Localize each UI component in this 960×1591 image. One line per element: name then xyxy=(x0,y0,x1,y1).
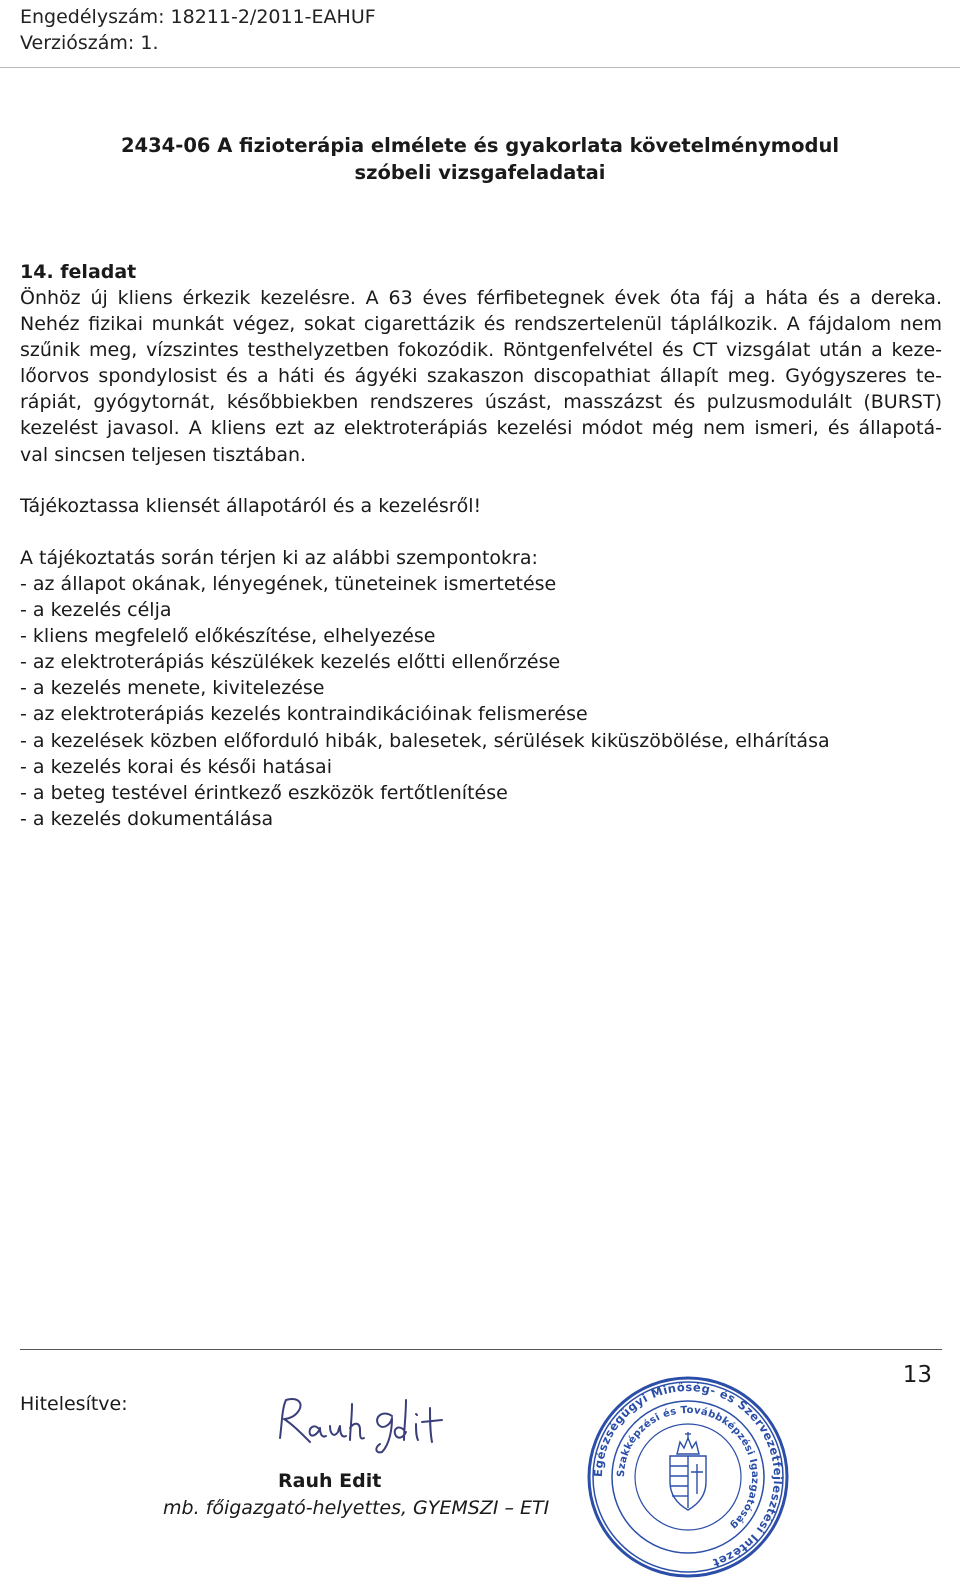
page-title xyxy=(40,132,920,186)
version-number: Verziószám: 1. xyxy=(20,32,159,54)
scenario-line: Nehéz fizikai munkát végez, sokat cigarettázik és rendszertelenül táplálkozik. A fájdalom nem xyxy=(20,313,942,336)
list-item: - a beteg testével érintkező eszközök fertőtlenítése xyxy=(20,781,508,804)
title-line-2: szóbeli vizsgafeladatai xyxy=(354,161,606,184)
points-intro: A tájékoztatás során térjen ki az alábbi szempontokra: xyxy=(20,547,538,569)
signer-name: Rauh Edit xyxy=(278,1470,382,1492)
scenario-line: rápiát, gyógytornát, későbbiekben rendszeres úszást, masszázst és pulzusmodulált (BURST) xyxy=(20,391,942,414)
license-number: Engedélyszám: 18211-2/2011-EAHUF xyxy=(20,6,376,28)
list-item: - az elektroterápiás készülékek kezelés előtti ellenőrzése xyxy=(20,651,561,674)
title-line-1: 2434-06 A fizioterápia elmélete és gyakorlata követelménymodul xyxy=(120,134,840,157)
scenario-line: kezelést javasol. A kliens ezt az elektroterápiás kezelési módot még nem ismeri, és állapotá- xyxy=(20,417,942,440)
scenario-line: szűnik meg, vízszintes testhelyzetben fokozódik. Röntgenfelvétel és CT vizsgálat után a keze- xyxy=(20,339,942,362)
official-stamp xyxy=(585,1374,791,1580)
header-divider xyxy=(0,67,960,68)
task-instruction: Tájékoztassa kliensét állapotáról és a kezelésről! xyxy=(20,495,482,517)
list-item: - a kezelések közben előforduló hibák, balesetek, sérülések kiküszöbölése, elhárítása xyxy=(20,729,830,752)
signer-role: mb. főigazgató-helyettes, GYEMSZI – ETI xyxy=(163,1497,550,1519)
points-list xyxy=(20,571,830,832)
handwritten-signature xyxy=(270,1388,470,1458)
scenario-line: Önhöz új kliens érkezik kezelésre. A 63 éves férfibetegnek évek óta fáj a háta és a dereka. xyxy=(20,287,942,309)
list-item: - kliens megfelelő előkészítése, elhelyezése xyxy=(20,625,436,648)
task-scenario xyxy=(20,285,942,468)
list-item: - a kezelés célja xyxy=(20,599,172,622)
authenticated-label: Hitelesítve: xyxy=(20,1393,128,1415)
list-item: - az állapot okának, lényegének, tüneteinek ismertetése xyxy=(20,573,557,595)
footer-divider xyxy=(20,1349,942,1350)
task-heading: 14. feladat xyxy=(20,261,137,283)
list-item: - az elektroterápiás kezelés kontraindikációinak felismerése xyxy=(20,703,588,726)
svg-text:Egészségügyi Minőség- és Szerv: Egészségügyi Minőség- és Szervezetfejlesztési Intézet xyxy=(590,1379,786,1571)
page-number: 13 xyxy=(902,1362,932,1388)
scenario-line: lőorvos spondylosist és a háti és ágyéki szakaszon discopathiat állapít meg. Gyógyszeres te- xyxy=(20,365,942,388)
list-item: - a kezelés dokumentálása xyxy=(20,807,274,830)
list-item: - a kezelés korai és késői hatásai xyxy=(20,755,332,778)
svg-text:Szakképzési és Továbbképzési I: Szakképzési és Továbbképzési Igazgatóság xyxy=(615,1404,761,1532)
scenario-line: val sincsen teljesen tisztában. xyxy=(20,443,307,466)
list-item: - a kezelés menete, kivitelezése xyxy=(20,677,325,700)
document-header xyxy=(20,4,376,56)
